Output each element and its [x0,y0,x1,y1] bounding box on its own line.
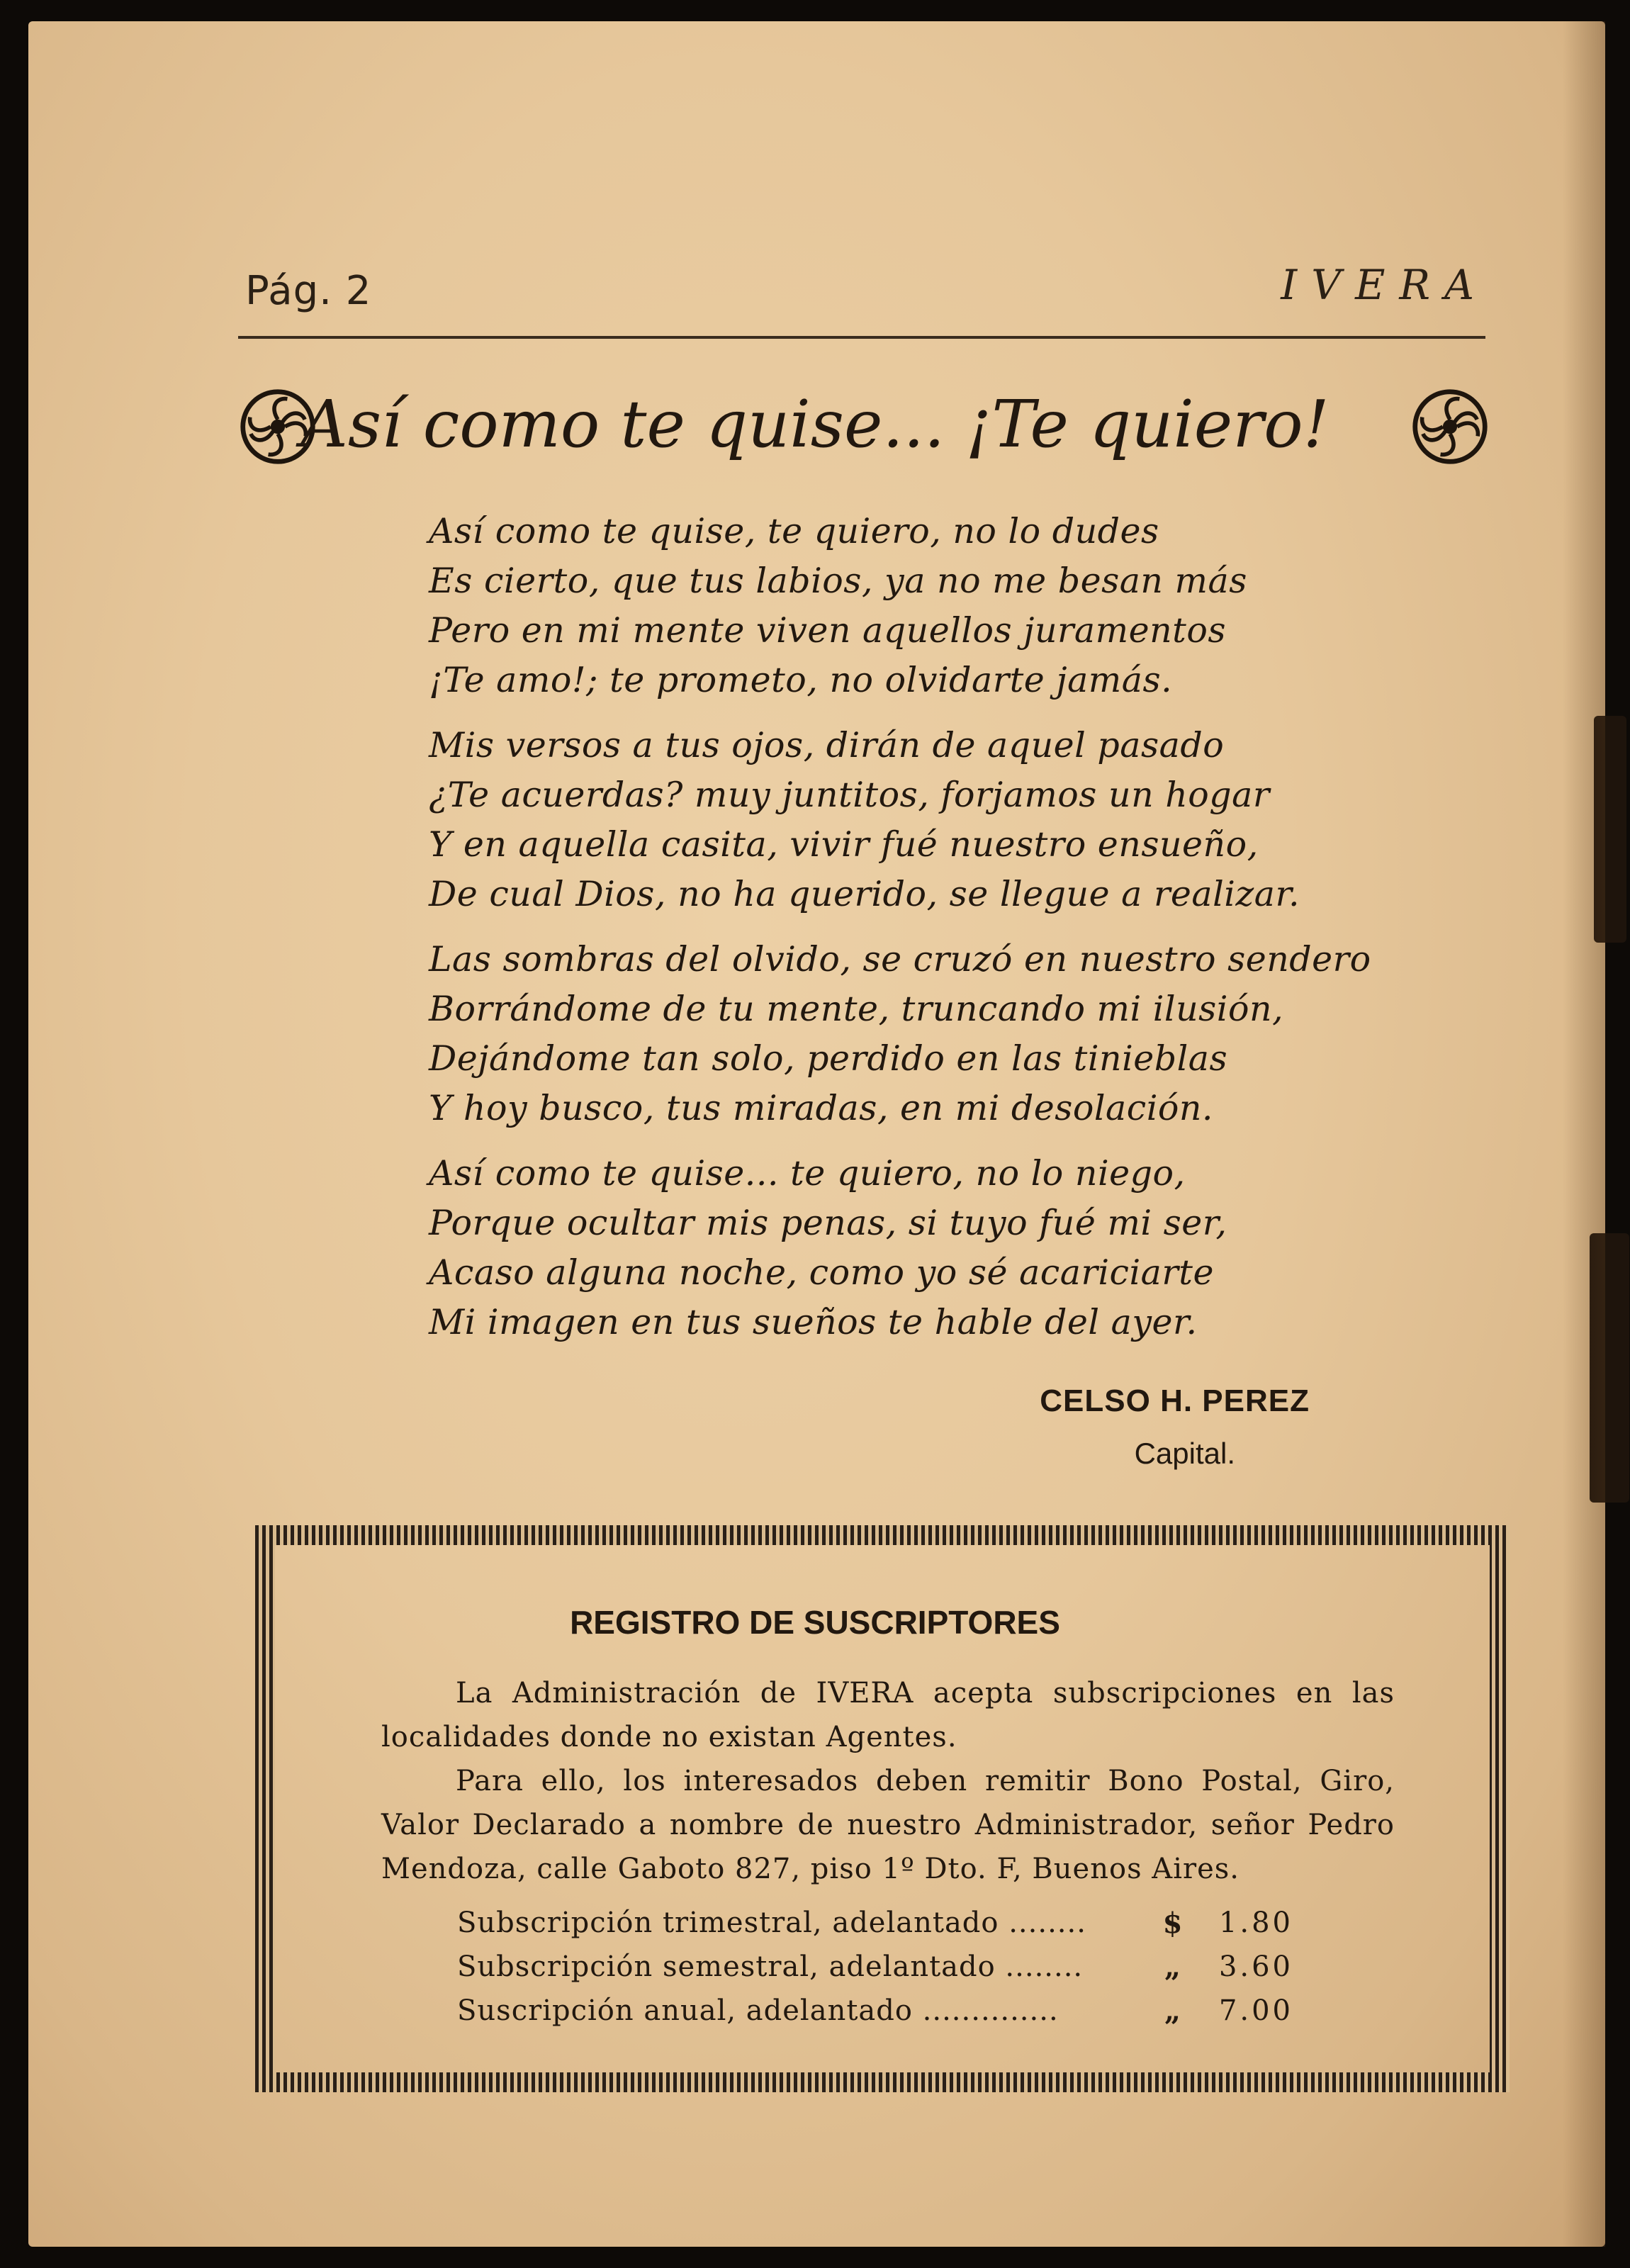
price-currency: „ [1164,1950,1181,1984]
verse-line: Es cierto, que tus labios, ya no me besan más [429,561,1247,601]
header-divider [238,336,1485,339]
poem-place: Capital. [1134,1437,1235,1470]
price-row [457,1901,1336,1945]
verse-line: Así como te quise, te quiero, no lo dudes [429,511,1159,551]
price-currency: $ [1162,1906,1184,1940]
poem-author: CELSO H. PEREZ [1040,1383,1310,1418]
notice-paragraph: La Administración de IVERA acepta subscripciones en las localidades donde no existan Agentes. [381,1677,1395,1753]
verse-line: Mis versos a tus ojos, dirán de aquel pasado [429,725,1225,765]
price-row [457,1945,1336,1989]
verse-line: ¿Te acuerdas? muy juntitos, forjamos un hogar [429,775,1270,815]
publication-title: IVERA [1281,261,1488,309]
verse-line: Dejándome tan solo, perdido en las tinieblas [429,1038,1228,1079]
verse-line: Porque ocultar mis penas, si tuyo fué mi ser, [429,1203,1227,1243]
price-currency: „ [1164,1994,1181,2028]
verse-line: Así como te quise... te quiero, no lo niego, [429,1153,1186,1194]
verse-line: Las sombras del olvido, se cruzó en nuestro sendero [429,939,1371,979]
poem-body [429,507,1421,1363]
notice-paragraph: Para ello, los interesados deben remitir Bono Postal, Giro, Valor Declarado a nombre de nuestro Administrador, señor Pedro Mendoza, calle Gaboto 827, piso 1º Dto. F, Buenos Aires. [381,1765,1395,1885]
verse-line: Y en aquella casita, vivir fué nuestro ensueño, [429,824,1259,865]
price-label: Suscripción anual, adelantado .............. [457,1994,1059,2027]
price-list [457,1901,1336,2033]
page-number: Pág. 2 [245,268,372,314]
verse-line: Y hoy busco, tus miradas, en mi desolación. [429,1088,1214,1128]
verse-line: Acaso alguna noche, como yo sé acariciarte [429,1252,1214,1293]
price-row [457,1989,1336,2033]
verse-line: ¡Te amo!; te prometo, no olvidarte jamás. [429,660,1173,700]
binding-tape [1590,1233,1629,1503]
verse-line: Pero en mi mente viven aquellos juramentos [429,610,1227,651]
price-amount: 3.60 [1218,1950,1293,1983]
price-label: Subscripción semestral, adelantado ........ [457,1950,1084,1983]
price-label: Subscripción trimestral, adelantado ........ [457,1907,1086,1939]
binding-tape [1594,716,1626,943]
verse-line: Borrándome de tu mente, truncando mi ilusión, [429,989,1284,1029]
price-amount: 7.00 [1218,1994,1293,2027]
notice-title: REGISTRO DE SUSCRIPTORES [570,1604,1060,1641]
verse-line: De cual Dios, no ha querido, se llegue a realizar. [429,874,1300,914]
stanza [429,935,1421,1133]
price-amount: 1.80 [1218,1907,1293,1939]
verse-line: Mi imagen en tus sueños te hable del ayer. [429,1302,1198,1342]
notice-text [381,1671,1395,1891]
stanza [429,721,1421,919]
stanza [429,507,1421,705]
poem-title: Así como te quise... ¡Te quiero! [300,386,1330,462]
stanza [429,1149,1421,1347]
